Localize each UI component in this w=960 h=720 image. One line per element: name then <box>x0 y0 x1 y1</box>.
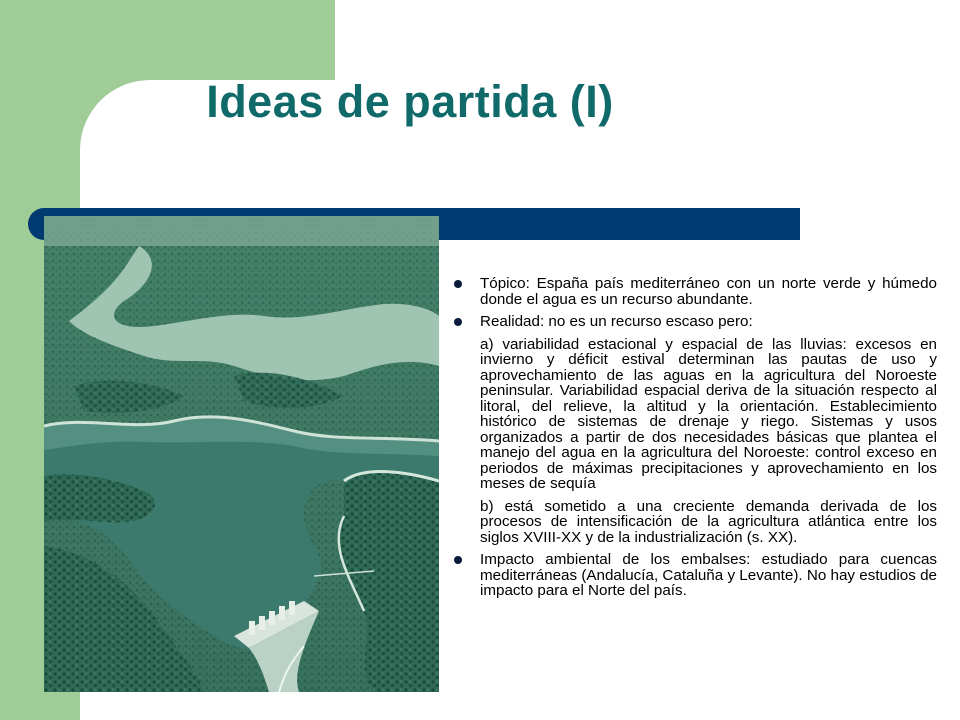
bullet-dot-icon <box>454 280 462 288</box>
bullet-dot-icon <box>454 556 462 564</box>
bullet-list <box>454 276 937 606</box>
slide-title: Ideas de partida (I) <box>206 76 614 127</box>
list-item <box>454 276 937 307</box>
bullet-text: Realidad: no es un recurso escaso pero: <box>480 313 753 330</box>
sub-paragraph: b) está sometido a una creciente demanda derivada de los procesos de intensificación de la agricultura atlántica entre los siglos XVIII-XX y de la industrialización (s. XX). <box>480 497 937 546</box>
bullet-text: Tópico: España país mediterráneo con un norte verde y húmedo donde el agua es un recurso abundante. <box>480 275 937 308</box>
reservoir-dam-aerial-icon <box>44 216 439 692</box>
bullet-dot-icon <box>454 318 462 326</box>
bullet-text: Impacto ambiental de los embalses: estudiado para cuencas mediterráneas (Andalucía, Cataluña y Levante). No hay estudios de impacto para el Norte del país. <box>480 551 937 599</box>
sub-paragraph: a) variabilidad estacional y espacial de las lluvias: excesos en invierno y déficit estival determinan las pautas de uso y aprovechamiento de las aguas en la agricultura del Noroeste peninsular. Variabilidad espacial deriva de la situación respecto al litoral, del relieve, la altitud y la orientación. Establecimiento histórico de sistemas de drenaje y riego. Sistemas y usos organizados a partir de dos necesidades básicas que plantea el manejo del agua en la agricultura del Noroeste: control exceso en periodos de máximas precipitaciones y aprovechamiento en los meses de sequía <box>480 335 937 492</box>
list-item <box>454 552 937 599</box>
reservoir-photo <box>44 216 439 692</box>
list-item <box>454 314 937 330</box>
